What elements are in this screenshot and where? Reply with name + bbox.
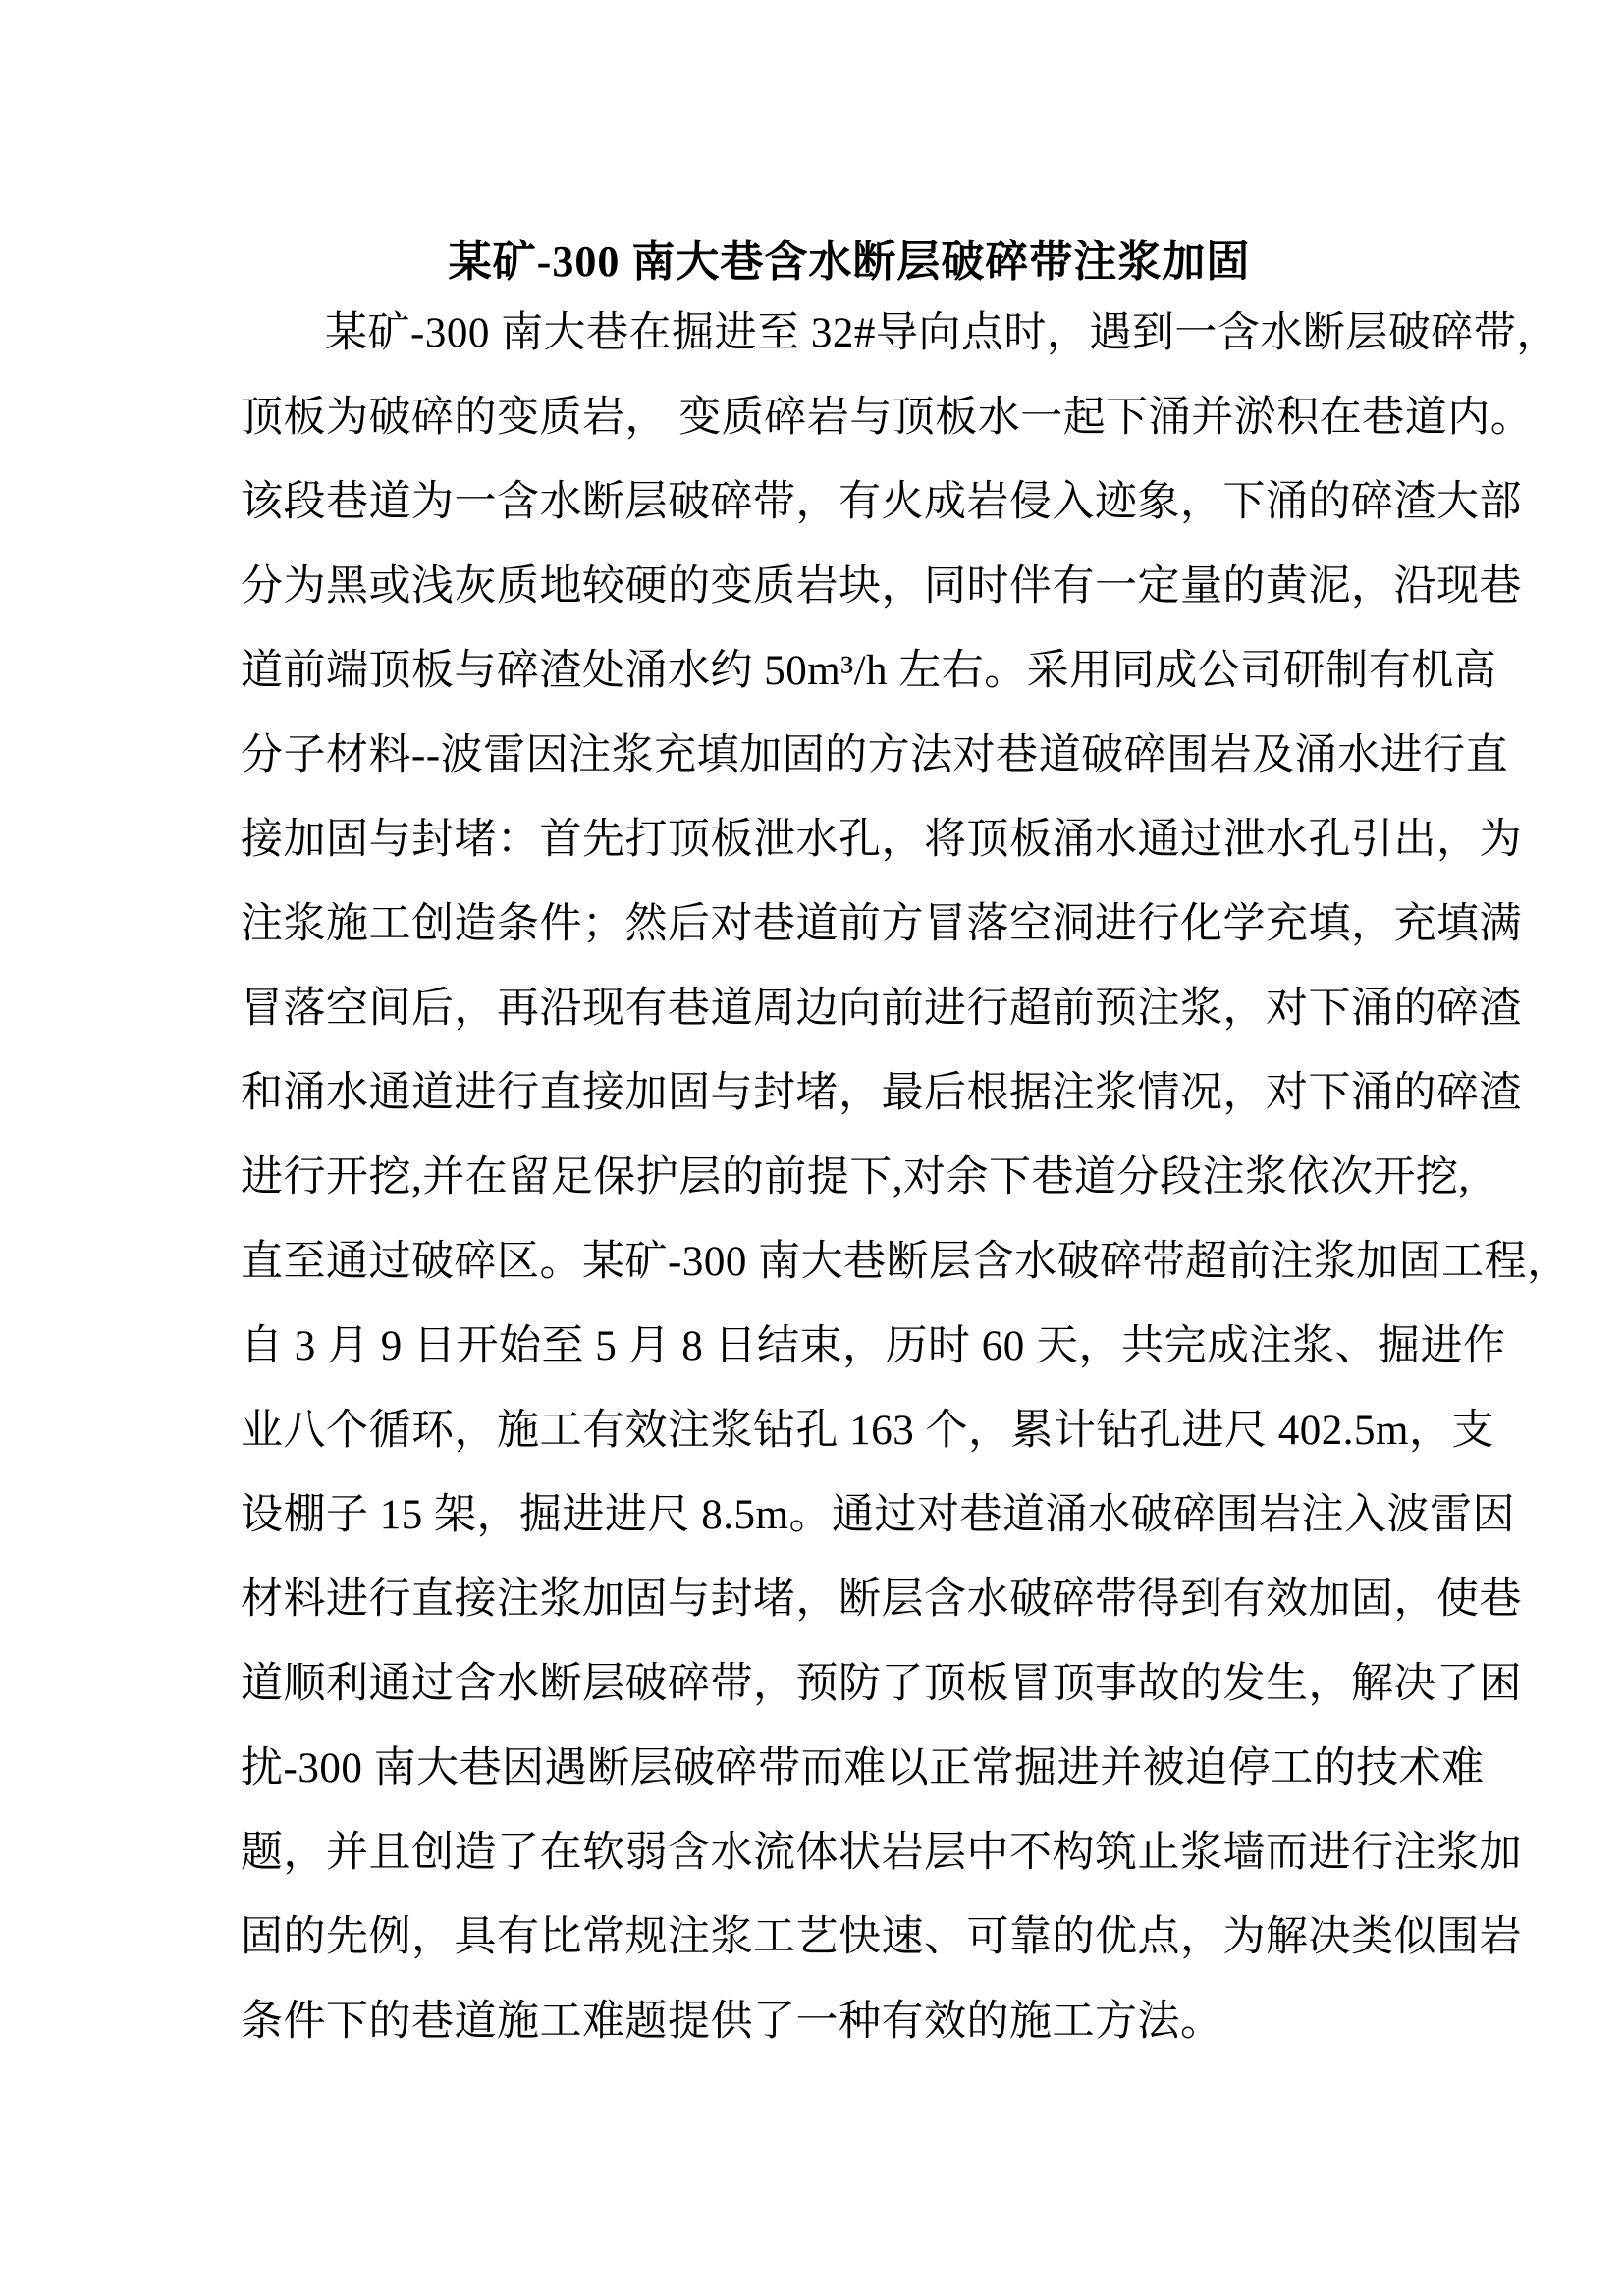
text-line: 分为黑或浅灰质地较硬的变质岩块，同时伴有一定量的黄泥，沿现巷 <box>241 563 1522 610</box>
text-line: 直至通过破碎区。某矿-300 南大巷断层含水破碎带超前注浆加固工程， <box>241 1239 1570 1285</box>
text-line: 注浆施工创造条件；然后对巷道前方冒落空洞进行化学充填，充填满 <box>241 901 1522 947</box>
text-line: 设棚子 15 架，掘进进尺 8.5m。通过对巷道涌水破碎围岩注入波雷因 <box>241 1492 1515 1538</box>
text-line: 分子材料--波雷因注浆充填加固的方法对巷道破碎围岩及涌水进行直 <box>241 732 1509 778</box>
text-line: 某矿-300 南大巷在掘进至 32#导向点时，遇到一含水断层破碎带， <box>325 310 1559 356</box>
text-line: 题，并且创造了在软弱含水流体状岩层中不构筑止浆墙而进行注浆加 <box>241 1830 1522 1876</box>
document-body <box>241 292 1570 2064</box>
text-line: 条件下的巷道施工难题提供了一种有效的施工方法。 <box>241 1999 1223 2045</box>
text-line: 道前端顶板与碎渣处涌水约 50m³/h 左右。采用同成公司研制有机高 <box>241 648 1497 694</box>
text-line: 业八个循环，施工有效注浆钻孔 163 个，累计钻孔进尺 402.5m，支 <box>241 1408 1494 1454</box>
text-line: 材料进行直接注浆加固与封堵，断层含水破碎带得到有效加固，使巷 <box>241 1576 1522 1623</box>
text-line: 自 3 月 9 日开始至 5 月 8 日结束，历时 60 天，共完成注浆、掘进作 <box>241 1323 1506 1369</box>
document-title: 某矿-300 南大巷含水断层破碎带注浆加固 <box>448 238 1251 286</box>
text-line: 固的先例，具有比常规注浆工艺快速、可靠的优点，为解决类似围岩 <box>241 1914 1522 1960</box>
text-line: 该段巷道为一含水断层破碎带，有火成岩侵入迹象，下涌的碎渣大部 <box>241 479 1522 525</box>
text-line: 道顺利通过含水断层破碎带，预防了顶板冒顶事故的发生，解决了困 <box>241 1661 1522 1707</box>
text-line: 接加固与封堵：首先打顶板泄水孔，将顶板涌水通过泄水孔引出，为 <box>241 817 1522 863</box>
text-line: 进行开挖,并在留足保护层的前提下,对余下巷道分段注浆依次开挖, <box>241 1154 1470 1201</box>
text-line: 顶板为破碎的变质岩， 变质碎岩与顶板水一起下涌并淤积在巷道内。 <box>241 395 1534 441</box>
text-line: 冒落空间后，再沿现有巷道周边向前进行超前预注浆，对下涌的碎渣 <box>241 986 1522 1032</box>
text-line: 扰-300 南大巷因遇断层破碎带而难以正常掘进并被迫停工的技术难 <box>241 1745 1485 1791</box>
text-line: 和涌水通道进行直接加固与封堵，最后根据注浆情况，对下涌的碎渣 <box>241 1070 1522 1116</box>
